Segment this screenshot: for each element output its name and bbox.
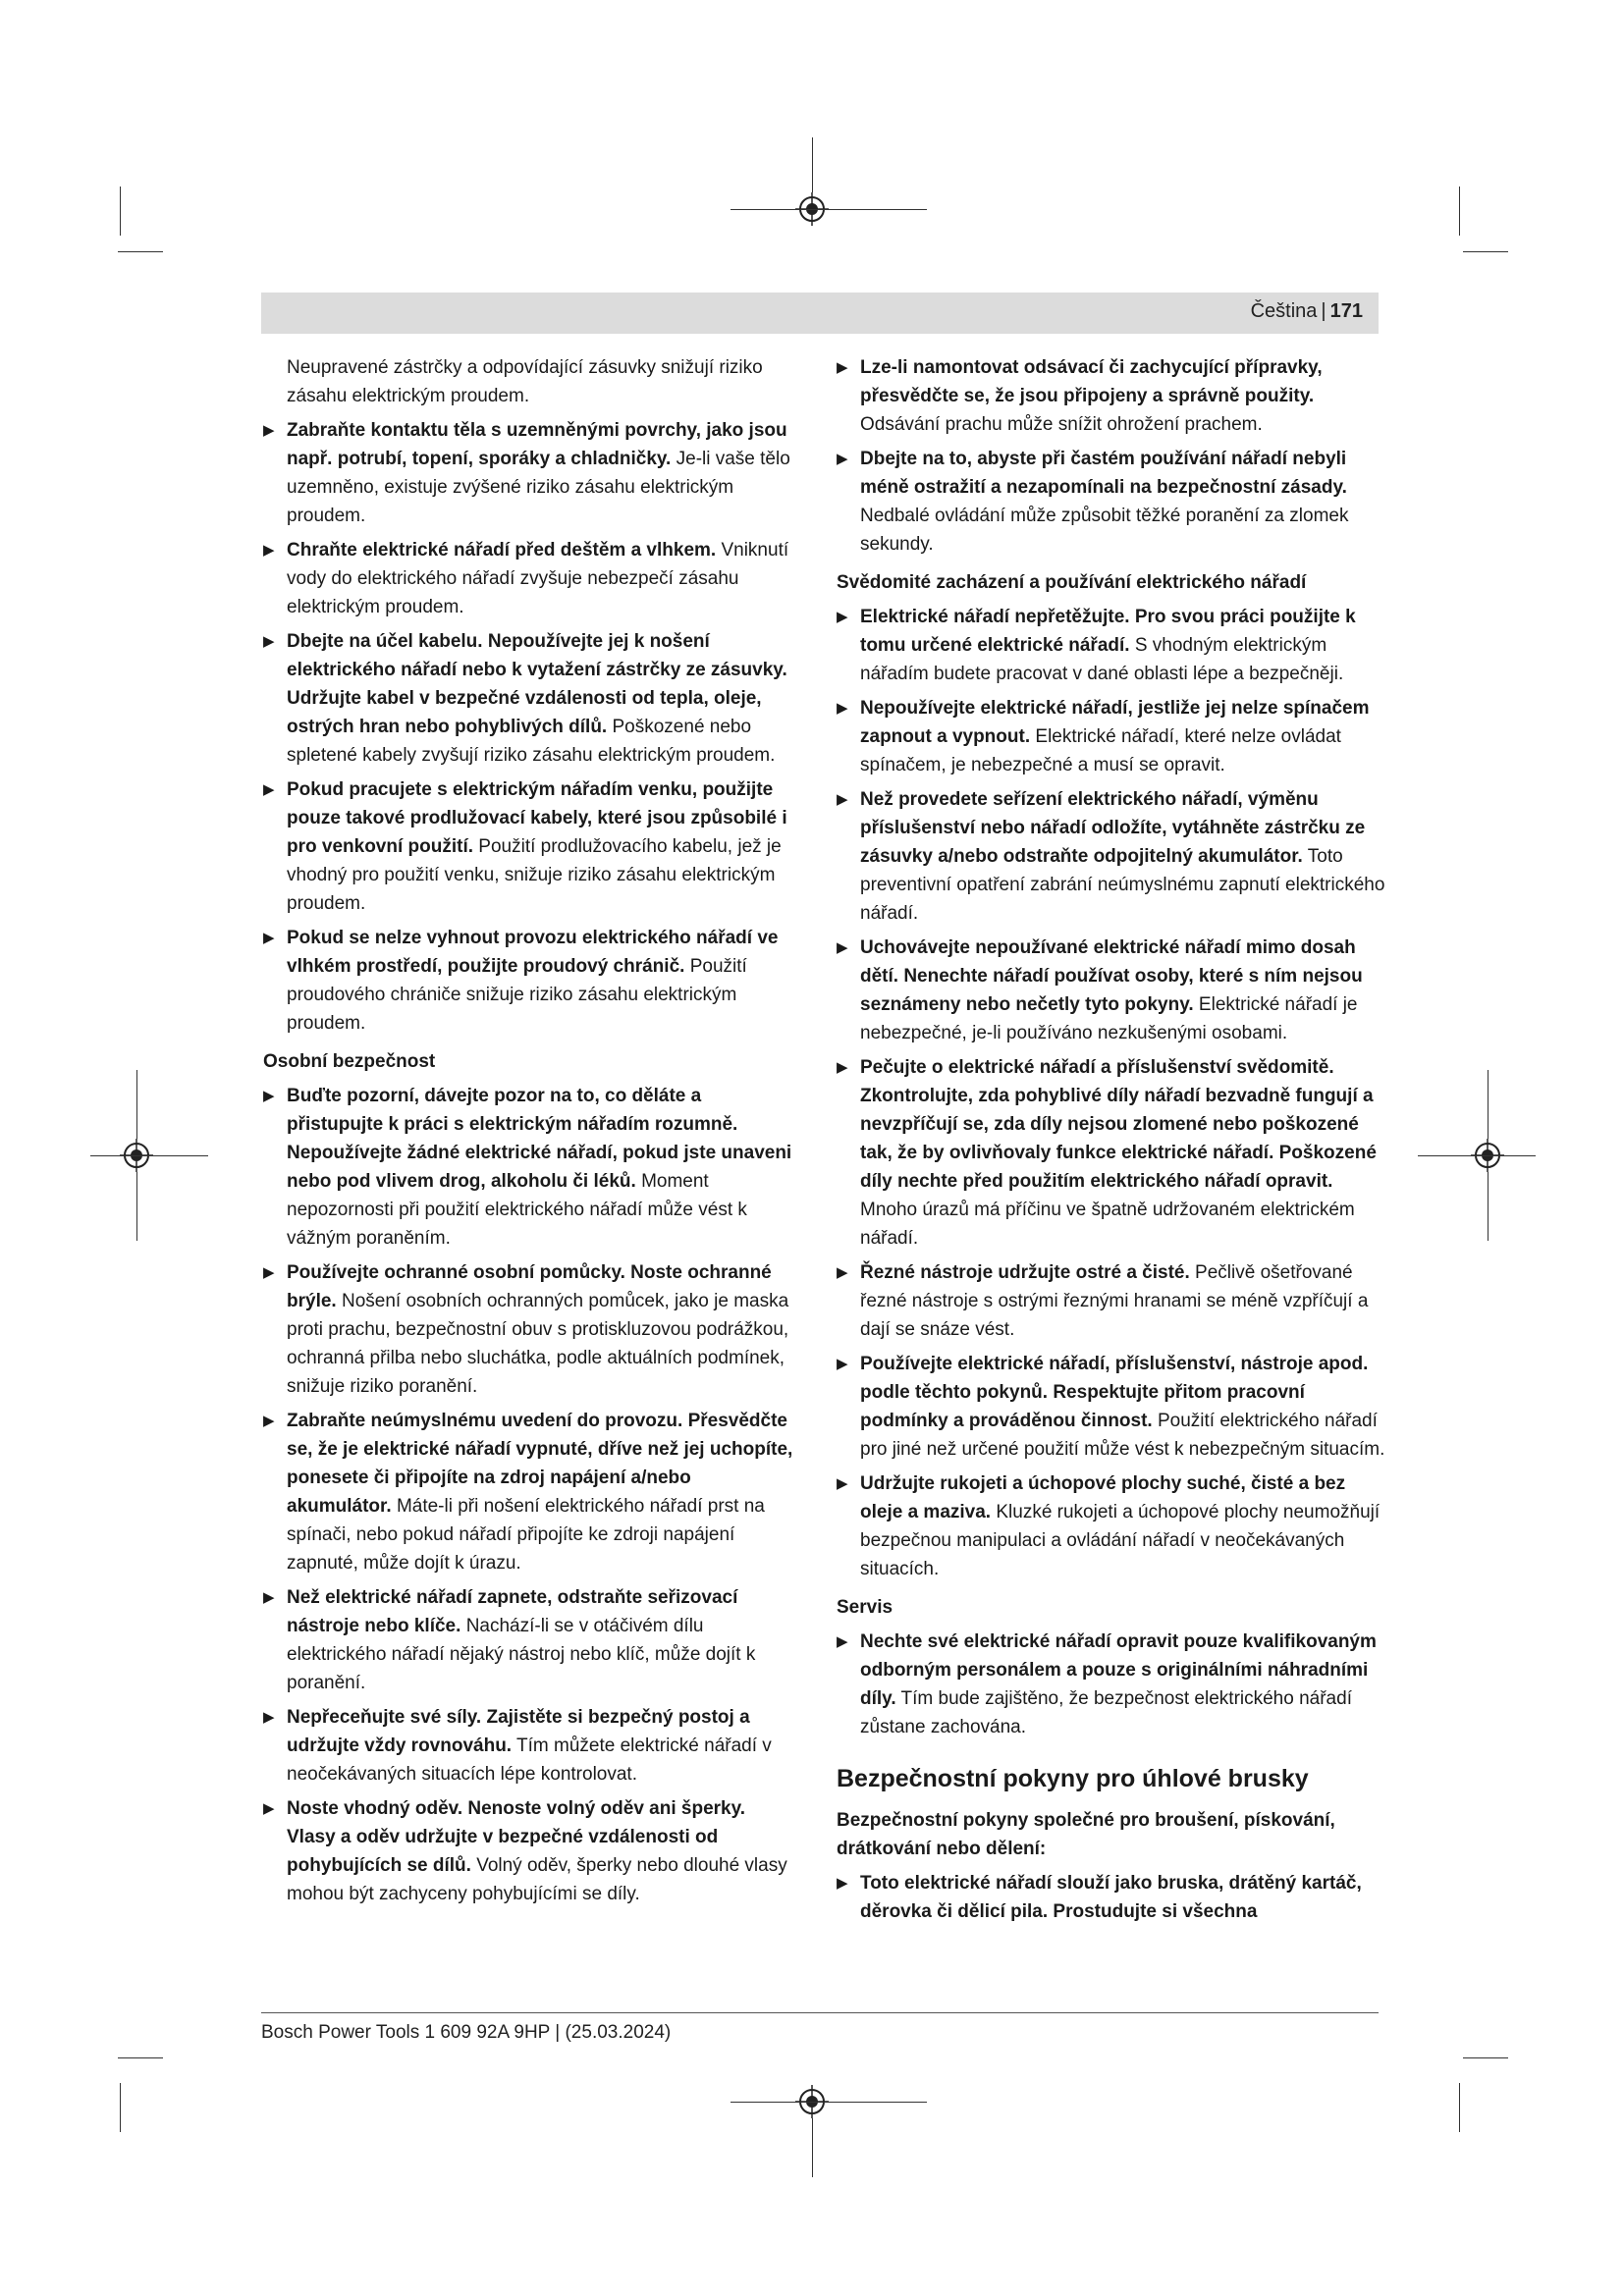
subhead-common-instructions: Bezpečnostní pokyny společné pro broušení, pískování, drátkování nebo dělení: [837,1810,1335,1859]
item-normal-text: Použití prodlužovacího kabelu, jež je vhodný pro použití venku, snižuje riziko zásahu elektrickým proudem. [287,836,782,914]
crop-mark [118,251,163,252]
crop-mark [1488,1070,1489,1139]
list-item [263,1583,793,1697]
crop-mark [731,2102,927,2103]
triangle-bullet-icon: ▶ [263,1800,275,1817]
item-bold-text: Toto elektrické nářadí slouží jako bruska, drátěný kartáč, děrovka či dělicí pila. Prostudujte si všechna [860,1873,1362,1922]
list-item [263,775,793,918]
item-bold-text: Pečujte o elektrické nářadí a příslušenství svědomitě. Zkontrolujte, zda pohyblivé díly nářadí bezvadně fungují a nevzpříčují se, zda díly nejsou zlomené nebo poškozené tak, že by ovlivňovaly funkce elektrické nářadí. Poškozené díly nechte před použitím elektrického nářadí opravit. [860,1057,1377,1192]
crop-mark [1459,2083,1460,2132]
list-item [837,694,1386,779]
item-normal-text: Tím můžete elektrické nářadí v neočekávaných situacích lépe kontrolovat. [287,1735,772,1785]
bullet-list [263,1082,793,1908]
list-item [263,627,793,770]
item-bold-text: Dbejte na to, abyste při častém používání nářadí nebyli méně ostražití a nezapomínali na bezpečnostní zásady. [860,449,1347,498]
crop-mark [1463,2057,1508,2058]
crop-mark [731,209,927,210]
crop-mark [812,2118,813,2177]
list-item [263,416,793,530]
bullet-list [837,1628,1386,1741]
header-separator: | [1321,300,1326,322]
crop-mark [118,2057,163,2058]
item-bold-text: Pokud pracujete s elektrickým nářadím venku, použijte pouze takové prodlužovací kabely, které jsou způsobilé i pro venkovní použití. [287,779,787,857]
item-normal-text: Toto preventivní opatření zabrání neúmyslnému zapnutí elektrického nářadí. [860,846,1385,924]
bullet-list [837,603,1386,1583]
intro-text: Neupravené zástrčky a odpovídající zásuvky snižují riziko zásahu elektrickým proudem. [287,357,763,406]
item-bold-text: Používejte elektrické nářadí, příslušenství, nástroje apod. podle těchto pokynů. Respektujte přitom pracovní podmínky a prováděnou činnost. [860,1354,1369,1431]
item-normal-text: Elektrické nářadí je nebezpečné, je-li používáno nezkušenými osobami. [860,994,1358,1043]
item-bold-text: Udržujte rukojeti a úchopové plochy suché, čisté a bez oleje a maziva. [860,1473,1346,1522]
item-normal-text: S vhodným elektrickým nářadím budete pracovat v dané oblasti lépe a bezpečněji. [860,635,1344,684]
footer-divider [261,2012,1379,2013]
subhead-tool-usage: Svědomité zacházení a používání elektrického nářadí [837,572,1307,593]
item-normal-text: Použití proudového chrániče snižuje riziko zásahu elektrickým proudem. [287,956,747,1034]
triangle-bullet-icon: ▶ [837,1264,848,1281]
item-bold-text: Zabraňte kontaktu těla s uzemněnými povrchy, jako jsou např. potrubí, topení, sporáky a chladničky. [287,420,787,469]
item-normal-text: Tím bude zajištěno, že bezpečnost elektrického nářadí zůstane zachována. [860,1688,1352,1737]
item-bold-text: Než elektrické nářadí zapnete, odstraňte seřizovací nástroje nebo klíče. [287,1587,738,1636]
triangle-bullet-icon: ▶ [263,781,275,798]
item-normal-text: Mnoho úrazů má příčinu ve špatně udržovaném elektrickém nářadí. [860,1200,1355,1249]
crop-mark [120,187,121,236]
list-item [837,445,1386,559]
right-column [837,353,1386,1932]
left-column [263,353,793,1914]
page-header [261,293,1379,334]
triangle-bullet-icon: ▶ [837,1633,848,1650]
item-normal-text: Volný oděv, šperky nebo dlouhé vlasy mohou být zachyceny pohybujícími se díly. [287,1855,787,1904]
item-normal-text: Pečlivě ošetřované řezné nástroje s ostrými řeznými hranami se méně vzpříčují a dají se snáze vést. [860,1262,1369,1340]
triangle-bullet-icon: ▶ [263,422,275,439]
item-bold-text: Uchovávejte nepoužívané elektrické nářadí mimo dosah dětí. Nenechte nářadí používat osoby, které s ním nejsou seznámeny nebo nečetly tyto pokyny. [860,937,1363,1015]
crop-mark [136,1172,137,1241]
triangle-bullet-icon: ▶ [837,1475,848,1492]
item-bold-text: Než provedete seřízení elektrického nářadí, výměnu příslušenství nebo nářadí odložíte, vytáhněte zástrčku ze zásuvky a/nebo odstraňte odpojitelný akumulátor. [860,789,1366,867]
triangle-bullet-icon: ▶ [263,1589,275,1606]
item-bold-text: Nepoužívejte elektrické nářadí, jestliže jej nelze spínačem zapnout a vypnout. [860,698,1370,747]
bullet-list [263,416,793,1038]
item-normal-text: Moment nepozornosti při použití elektrického nářadí může vést k vážným poraněním. [287,1171,747,1249]
header-label [1251,300,1363,323]
triangle-bullet-icon: ▶ [837,700,848,717]
list-item [837,1053,1386,1253]
list-item [837,1628,1386,1741]
triangle-bullet-icon: ▶ [263,1264,275,1281]
item-bold-text: Řezné nástroje udržujte ostré a čisté. [860,1262,1190,1283]
item-normal-text: Použití elektrického nářadí pro jiné než určené použití může vést k nebezpečným situacím. [860,1411,1385,1460]
list-item [263,1407,793,1577]
crop-mark [812,137,813,192]
list-item [263,1794,793,1908]
triangle-bullet-icon: ▶ [837,1059,848,1076]
triangle-bullet-icon: ▶ [837,1875,848,1892]
triangle-bullet-icon: ▶ [263,1088,275,1104]
list-item [837,934,1386,1047]
bullet-list [837,1869,1386,1926]
crop-mark [120,2083,121,2132]
crop-mark [1463,251,1508,252]
list-item [263,1258,793,1401]
item-bold-text: Lze-li namontovat odsávací či zachycující přípravky, přesvědčte se, že jsou připojeny a správně použity. [860,357,1323,406]
triangle-bullet-icon: ▶ [837,359,848,376]
triangle-bullet-icon: ▶ [263,930,275,946]
triangle-bullet-icon: ▶ [837,939,848,956]
item-normal-text: Poškozené nebo spletené kabely zvyšují riziko zásahu elektrickým proudem. [287,717,776,766]
item-bold-text: Používejte ochranné osobní pomůcky. Noste ochranné brýle. [287,1262,772,1311]
item-bold-text: Chraňte elektrické nářadí před deštěm a vlhkem. [287,540,717,561]
bullet-list [837,353,1386,559]
triangle-bullet-icon: ▶ [263,633,275,650]
item-normal-text: Kluzké rukojeti a úchopové plochy neumožňují bezpečnou manipulaci a ovládání nářadí v neočekávaných situacích. [860,1502,1380,1579]
section-title: Bezpečnostní pokyny pro úhlové brusky [837,1765,1309,1792]
item-bold-text: Noste vhodný oděv. Nenoste volný oděv ani šperky. Vlasy a oděv udržujte v bezpečné vzdálenosti od pohybujících se dílů. [287,1798,746,1876]
item-normal-text: Máte-li při nošení elektrického nářadí prst na spínači, nebo pokud nářadí připojíte ke zdroji napájení zapnuté, může dojít k úrazu. [287,1496,765,1574]
item-normal-text: Je-li vaše tělo uzemněno, existuje zvýšené riziko zásahu elektrickým proudem. [287,449,790,526]
list-item [837,1350,1386,1464]
item-normal-text: Vniknutí vody do elektrického nářadí zvyšuje nebezpečí zásahu elektrickým proudem. [287,540,789,617]
item-bold-text: Nepřeceňujte své síly. Zajistěte si bezpečný postoj a udržujte vždy rovnováhu. [287,1707,750,1756]
triangle-bullet-icon: ▶ [263,1709,275,1726]
list-item [837,785,1386,928]
item-bold-text: Pokud se nelze vyhnout provozu elektrického nářadí ve vlhkém prostředí, použijte proudový chránič. [287,928,779,977]
crop-mark [1488,1172,1489,1241]
item-normal-text: Odsávání prachu může snížit ohrožení prachem. [860,414,1263,435]
item-bold-text: Nechte své elektrické nářadí opravit pouze kvalifikovaným odborným personálem a pouze s originálními náhradními díly. [860,1631,1377,1709]
list-item [837,1258,1386,1344]
item-normal-text: Nedbalé ovládání může způsobit těžké poranění za zlomek sekundy. [860,506,1349,555]
list-item [263,536,793,621]
subhead-personal-safety: Osobní bezpečnost [263,1051,436,1072]
item-normal-text: Elektrické nářadí, které nelze ovládat spínačem, je nebezpečné a musí se opravit. [860,726,1341,775]
footer-text: Bosch Power Tools 1 609 92A 9HP | (25.03.2024) [261,2022,672,2043]
list-item [263,1703,793,1789]
triangle-bullet-icon: ▶ [837,609,848,625]
crop-mark [1459,187,1460,236]
item-bold-text: Buďte pozorní, dávejte pozor na to, co děláte a přistupujte k práci s elektrickým nářadím rozumně. Nepoužívejte žádné elektrické nářadí, pokud jste unaveni nebo pod vlivem drog, alkoholu či léků. [287,1086,792,1192]
triangle-bullet-icon: ▶ [837,451,848,467]
crop-mark [90,1155,208,1156]
list-item [837,353,1386,439]
triangle-bullet-icon: ▶ [263,542,275,559]
page-number: 171 [1329,300,1363,322]
crop-mark [136,1070,137,1139]
triangle-bullet-icon: ▶ [837,791,848,808]
list-item [263,1082,793,1253]
triangle-bullet-icon: ▶ [837,1356,848,1372]
item-bold-text: Dbejte na účel kabelu. Nepoužívejte jej k nošení elektrického nářadí nebo k vytažení zástrčky ze zásuvky. Udržujte kabel v bezpečné vzdálenosti od tepla, oleje, ostrých hran nebo pohyblivých dílů. [287,631,787,737]
item-bold-text: Zabraňte neúmyslnému uvedení do provozu. Přesvědčte se, že je elektrické nářadí vypnuté, dříve než jej uchopíte, ponesete či připojíte na zdroj napájení a/nebo akumulátor. [287,1411,793,1517]
subhead-service: Servis [837,1597,893,1618]
triangle-bullet-icon: ▶ [263,1413,275,1429]
crop-mark [1418,1155,1536,1156]
item-normal-text: Nošení osobních ochranných pomůcek, jako je maska proti prachu, bezpečnostní obuv s protiskluzovou podrážkou, ochranná přilba nebo sluchátka, podle aktuálních podmínek, snižuje riziko poranění. [287,1291,789,1397]
item-normal-text: Nachází-li se v otáčivém dílu elektrického nářadí nějaký nástroj nebo klíč, může dojít k poranění. [287,1616,756,1693]
list-item [837,1469,1386,1583]
list-item [837,1869,1386,1926]
list-item [837,603,1386,688]
item-bold-text: Elektrické nářadí nepřetěžujte. Pro svou práci použijte k tomu určené elektrické nářadí. [860,607,1356,656]
header-language: Čeština [1250,300,1318,322]
list-item [263,924,793,1038]
